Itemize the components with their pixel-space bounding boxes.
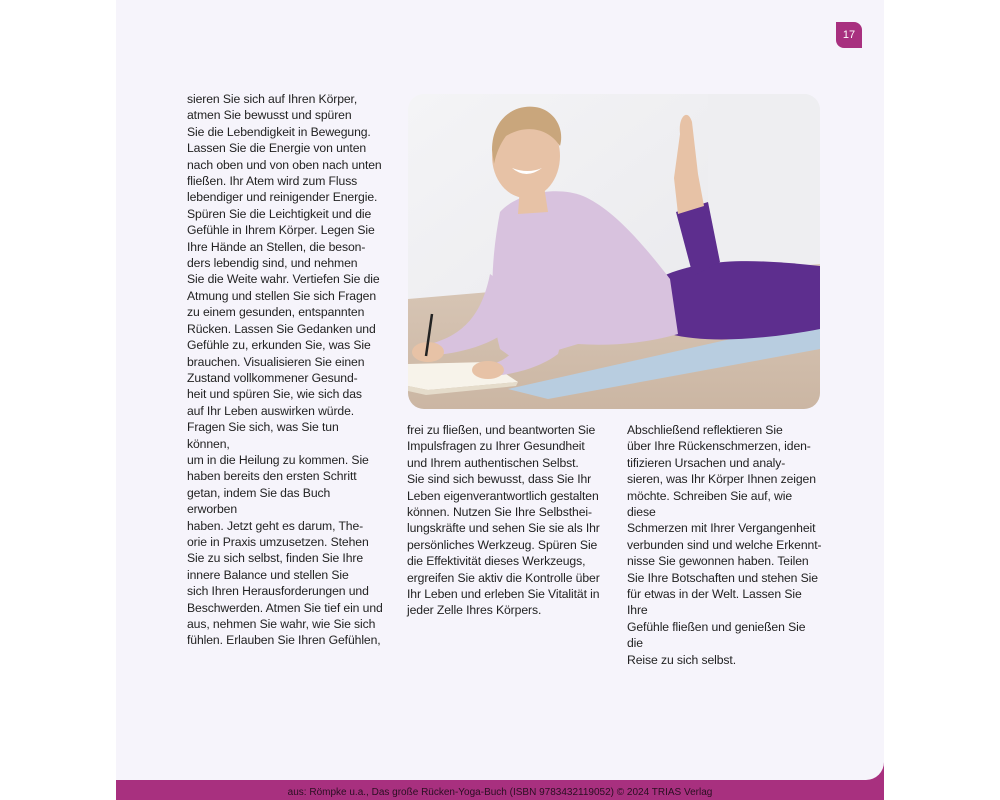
text-column-1: sieren Sie sich auf Ihren Körper, atmen Sie bewusst und spüren Sie die Lebendigkeit in Bewegung. Lassen Sie die Energie von unten nach oben und von oben nach unten fließen. Ihr Atem wird zum Fluss lebendiger und reinigender Energie. Spüren Sie die Leichtigkeit und die Gefühle in Ihrem Körper. Legen Sie Ihre Hände an Stellen, die beson- ders lebendig sind, und nehmen Sie die Weite wahr. Vertiefen Sie die Atmung und stellen Sie sich Fragen zu einem gesunden, entspannten Rücken. Lassen Sie Gedanken und Gefühle zu, erkunden Sie, was Sie brauchen. Visualisieren Sie einen Zustand vollkommener Gesund- heit und spüren Sie, wie sich das auf Ihr Leben auswirken würde. Fragen Sie sich, was Sie tun können, um in die Heilung zu kommen. Sie haben bereits den ersten Schritt getan, indem Sie das Buch erworben haben. Jetzt geht es darum, The- orie in Praxis umzusetzen. Stehen Sie zu sich selbst, finden Sie Ihre innere Balance und stellen Sie sich Ihren Herausforderungen und Beschwerden. Atmen Sie tief ein und aus, nehmen Sie wahr, wie Sie sich fühlen. Erlauben Sie Ihren Gefühlen, bbox=[187, 92, 383, 648]
photo-woman-journaling bbox=[408, 94, 820, 409]
page-number-badge: 17 bbox=[836, 22, 862, 48]
source-footer: aus: Römpke u.a., Das große Rücken-Yoga-Buch (ISBN 9783432119052) © 2024 TRIAS Verlag bbox=[287, 787, 713, 798]
text-column-2: frei zu fließen, und beantworten Sie Impulsfragen zu Ihrer Gesundheit und Ihrem authentischen Selbst. Sie sind sich bewusst, dass Sie Ihr Leben eigenverantwortlich gestalten können. Nutzen Sie Ihre Selbsthei- lungskräfte und sehen Sie sie als Ihr persönliches Werkzeug. Spüren Sie die Effektivität dieses Werkzeugs, ergreifen Sie aktiv die Kontrolle über Ihr Leben und erleben Sie Vitalität in jeder Zelle Ihres Körpers. bbox=[407, 423, 600, 618]
photo-illustration-icon bbox=[408, 94, 820, 409]
text-column-3: Abschließend reflektieren Sie über Ihre Rückenschmerzen, iden- tifizieren Ursachen und analy- sieren, was Ihr Körper Ihnen zeigen möchte. Schreiben Sie auf, wie diese Schmerzen mit Ihrer Vergangenheit verbunden sind und welche Erkennt- nisse Sie gewonnen haben. Teilen Sie Ihre Botschaften und stehen Sie für etwas in der Welt. Lassen Sie Ihre Gefühle fließen und genießen Sie die Reise zu sich selbst. bbox=[627, 423, 822, 667]
book-page bbox=[116, 0, 884, 780]
